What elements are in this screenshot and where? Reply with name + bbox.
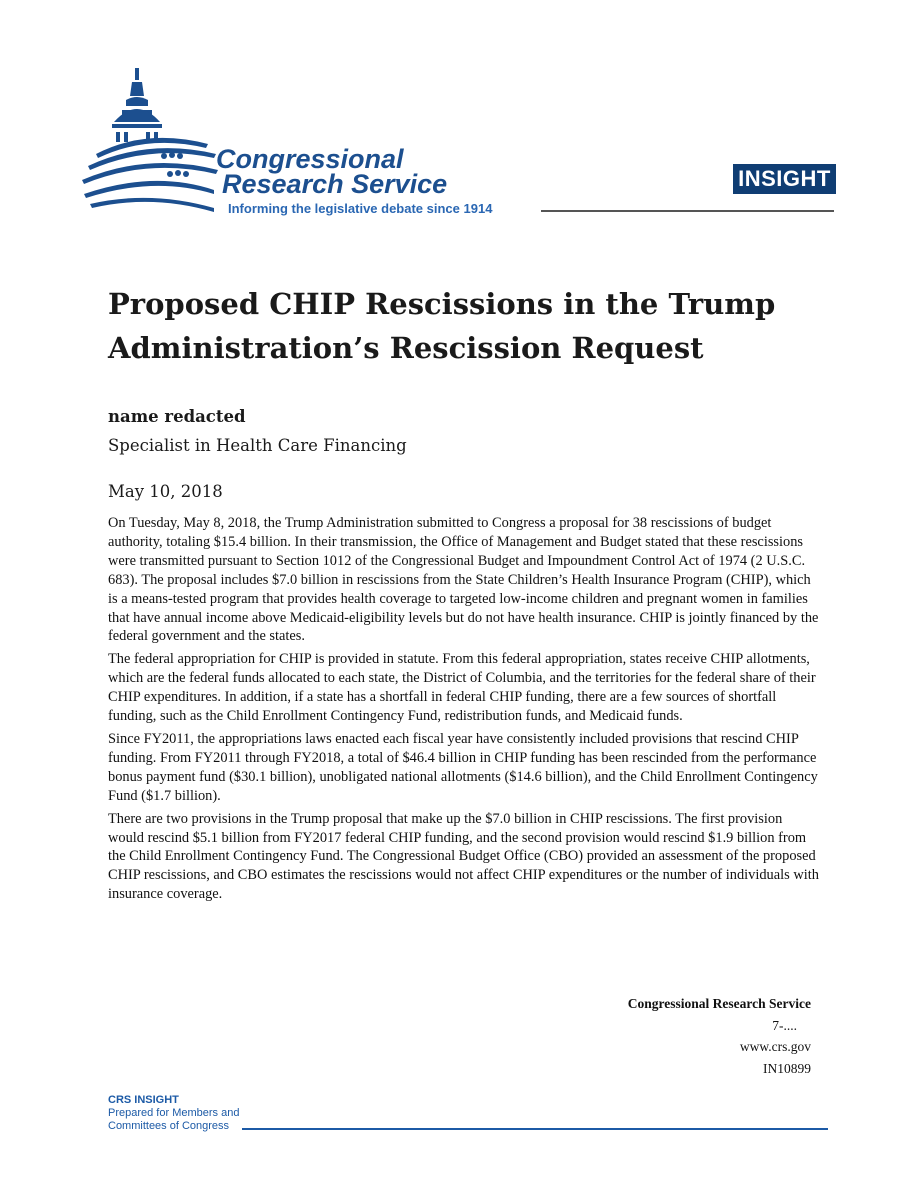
insight-badge: INSIGHT <box>733 164 836 194</box>
series-label <box>108 1094 239 1133</box>
org-name-line1: Congressional <box>216 144 404 174</box>
org-name-line2: Research Service <box>222 169 448 199</box>
prepared-line1: Prepared for Members and <box>108 1107 240 1119</box>
paragraph: The federal appropriation for CHIP is provided in statute. From this federal appropriation, states receive CHIP allotments, which are the federal funds allocated to each state, the District of Columbia, and the territories for the federal share of their CHIP expenditures. In addition, if a state has a shortfall in federal CHIP funding, there are a few sources of shortfall funding, such as the Child Enrollment Contingency Fund, redistribution funds, and Medicaid funds. <box>108 651 816 725</box>
publication-date: May 10, 2018 <box>108 482 223 501</box>
org-tagline: Informing the legislative debate since 1914 <box>228 201 493 216</box>
paragraph: On Tuesday, May 8, 2018, the Trump Administration submitted to Congress a proposal for 38 rescissions of budget authority, totaling $15.4 billion. In their transmission, the Office of Management and Budget stated that these rescissions were transmitted pursuant to Section 1012 of the Congressional Budget and Impoundment Control Act of 1974 (2 U.S.C. 683). The proposal includes $7.0 billion in rescissions from the State Children’s Health Insurance Program (CHIP), which is a means-tested program that provides health coverage to targeted low-income children and pregnant women in families that have annual income above Medicaid-eligibility levels but do not have health insurance. CHIP is jointly financed by the federal government and the states. <box>108 515 819 645</box>
report-info <box>628 993 811 1079</box>
website-link[interactable]: www.crs.gov <box>739 1039 811 1054</box>
footer-org: Congressional Research Service <box>627 996 811 1011</box>
footer-divider <box>242 1128 828 1130</box>
crs-logo <box>82 66 542 226</box>
header-divider <box>541 210 834 212</box>
series-name: CRS INSIGHT <box>108 1094 179 1106</box>
paragraph: There are two provisions in the Trump proposal that make up the $7.0 billion in CHIP rescissions. The first provision would rescind $5.1 billion from FY2017 federal CHIP funding, and the second provision would rescind $1.9 billion from the Child Enrollment Contingency Fund. The Congressional Budget Office (CBO) provided an assessment of the proposed CHIP rescissions, and CBO estimates the rescissions would not affect CHIP expenditures or the number of individuals with insurance coverage. <box>108 810 819 903</box>
page-title: Proposed CHIP Rescissions in the Trump Administration’s Rescission Request <box>108 287 776 365</box>
report-code: 7-.... <box>772 1017 797 1033</box>
report-id: IN10899 <box>763 1060 811 1076</box>
prepared-line2: Committees of Congress <box>108 1120 230 1132</box>
capitol-dome-icon <box>82 66 222 216</box>
article-body <box>108 514 820 908</box>
author-name: name redacted <box>108 407 246 426</box>
author-title: Specialist in Health Care Financing <box>108 436 407 455</box>
paragraph: Since FY2011, the appropriations laws enacted each fiscal year have consistently included provisions that rescind CHIP funding. From FY2011 through FY2018, a total of $46.4 billion in CHIP funding has been rescinded from the performance bonus payment fund ($30.1 billion), unobligated national allotments ($14.6 billion), and the Child Enrollment Contingency Fund ($1.7 billion). <box>108 730 818 804</box>
